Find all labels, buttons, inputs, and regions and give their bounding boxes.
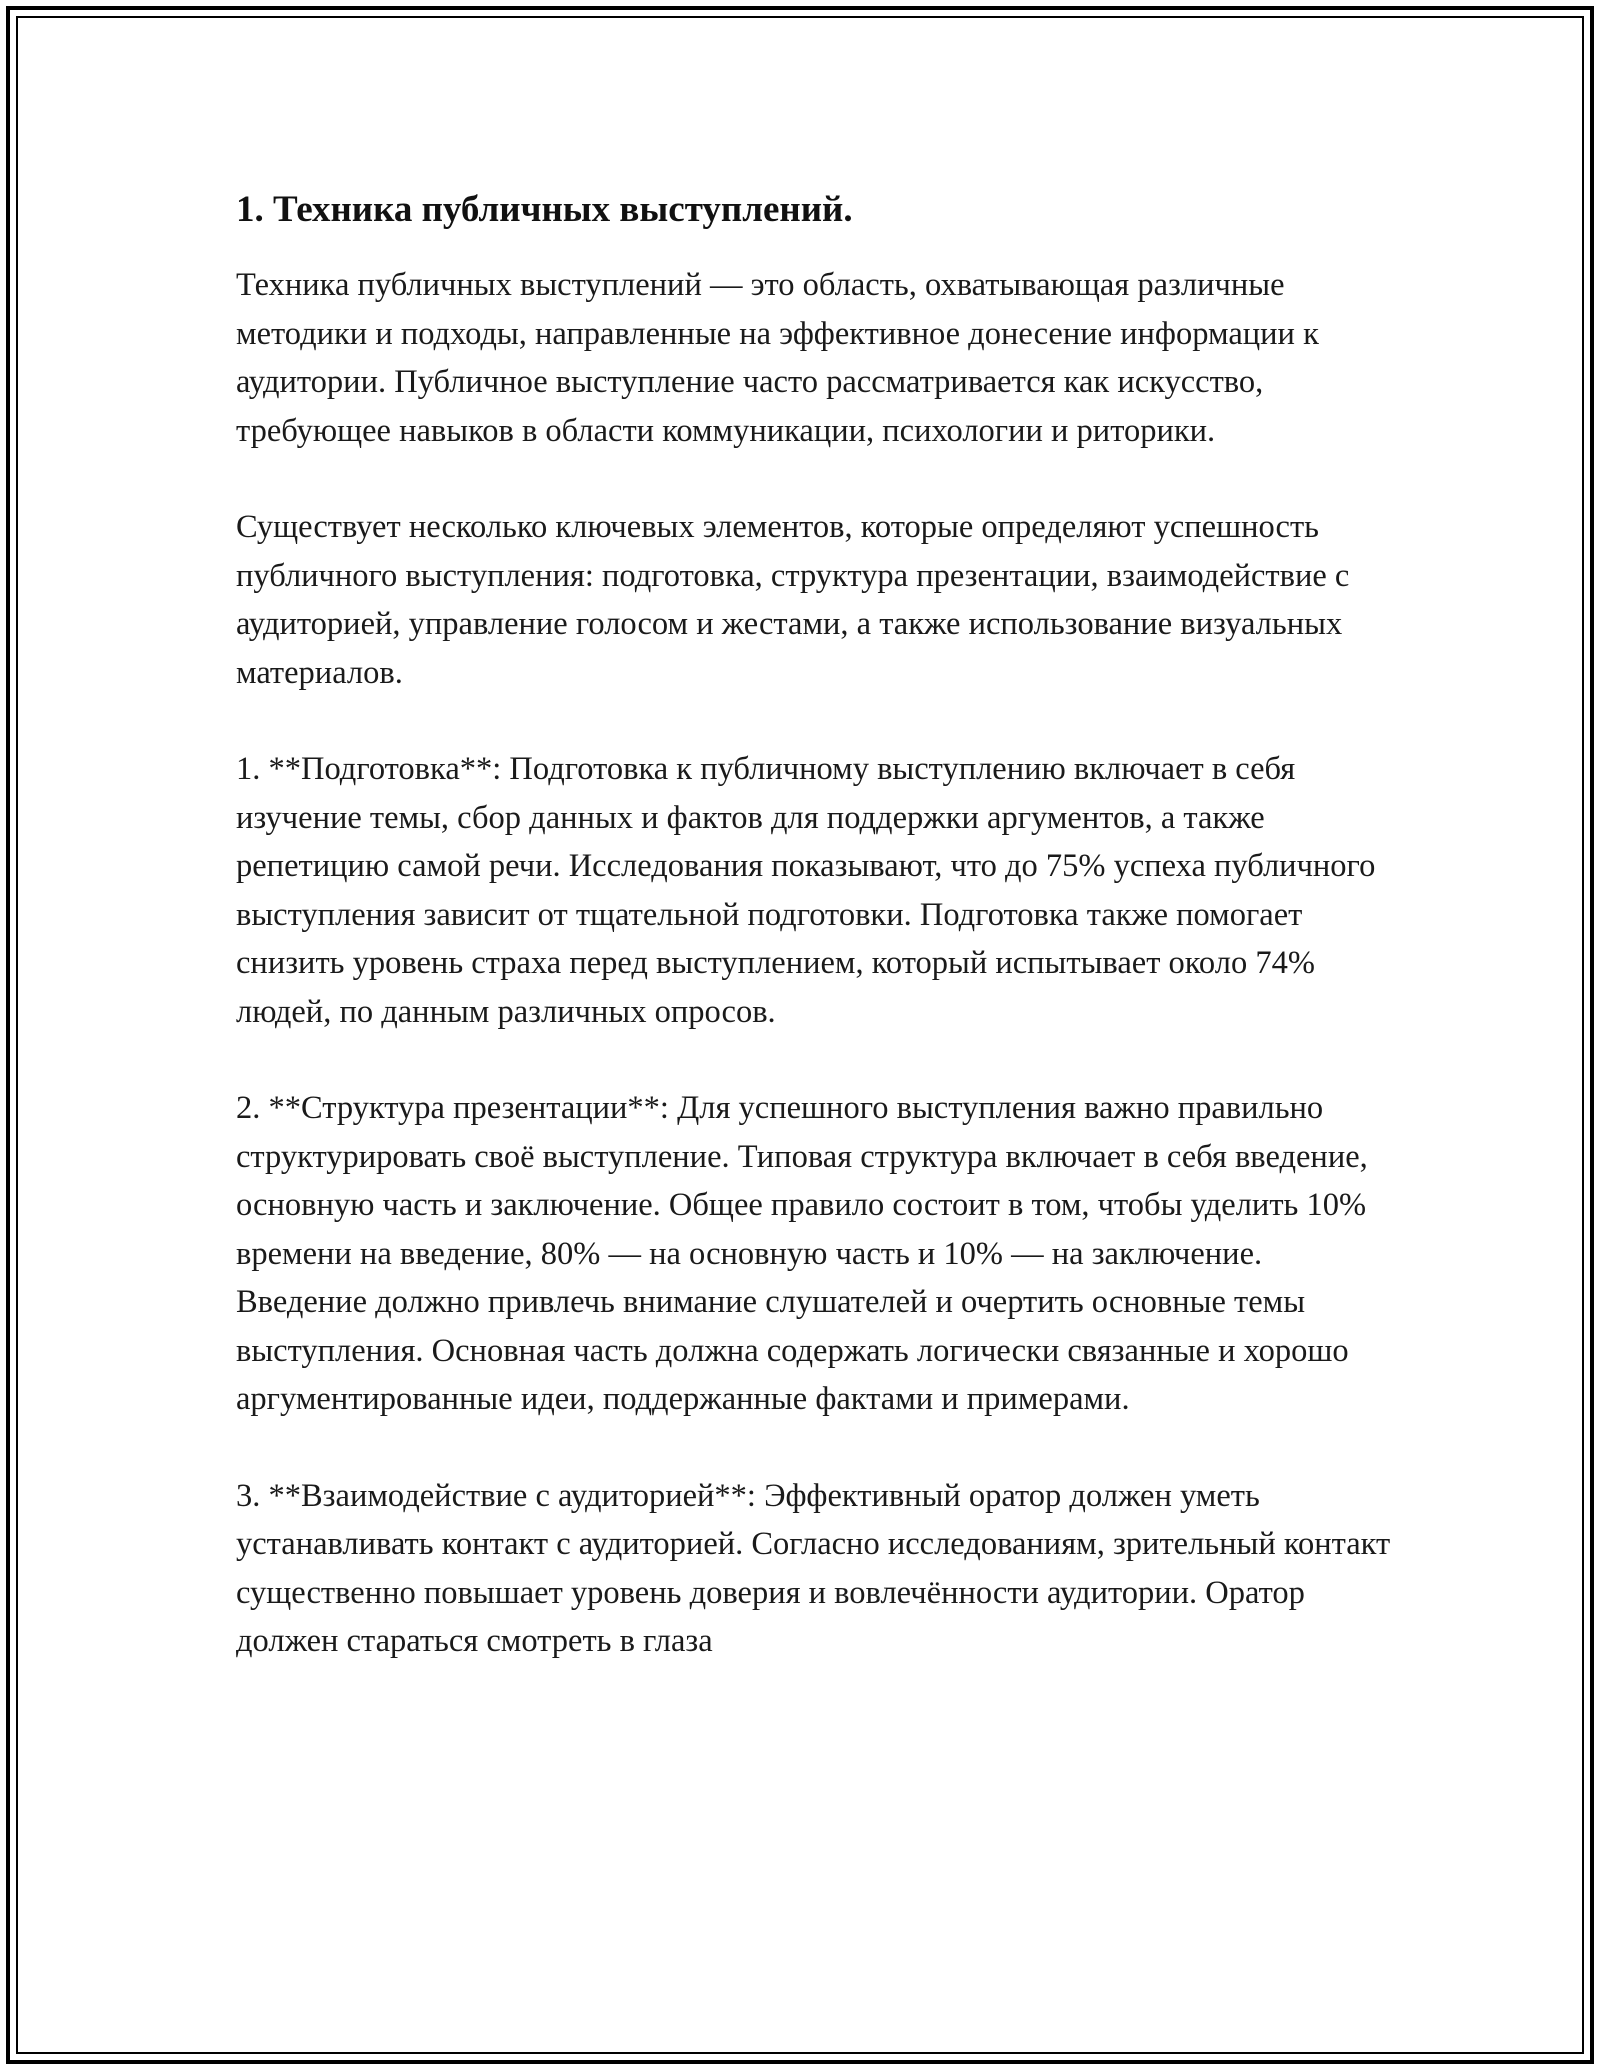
paragraph-structure: 2. **Структура презентации**: Для успешного выступления важно правильно структурировать своё выступление. Типовая структура включает в себя введение, основную часть и заключение. Общее правило состоит в том, чтобы уделить 10% времени на введение, 80% — на основную часть и 10% — на заключение. Введение должно привлечь внимание слушателей и очертить основные темы выступления. Основная часть должна содержать логически связанные и хорошо аргументированные идеи, поддержанные фактами и примерами. [236, 1090, 1368, 1417]
section-heading: 1. Техника публичных выступлений. [236, 189, 853, 230]
paragraph-intro: Техника публичных выступлений — это область, охватывающая различные методики и подходы, направленные на эффективное донесение информации к аудитории. Публичное выступление часто рассматривается как искусство, требующее навыков в области коммуникации, психологии и риторики. [236, 267, 1319, 449]
document-body [236, 186, 1392, 1714]
paragraph-preparation: 1. **Подготовка**: Подготовка к публичному выступлению включает в себя изучение темы, сбор данных и фактов для поддержки аргументов, а также репетицию самой речи. Исследования показывают, что до 75% успеха публичного выступления зависит от тщательной подготовки. Подготовка также помогает снизить уровень страха перед выступлением, который испытывает около 74% людей, по данным различных опросов. [236, 751, 1376, 1030]
paragraph-audience-interaction: 3. **Взаимодействие с аудиторией**: Эффективный оратор должен уметь устанавливать контакт с аудиторией. Согласно исследованиям, зрительный контакт существенно повышает уровень доверия и вовлечённости аудитории. Оратор должен стараться смотреть в глаза [236, 1477, 1391, 1659]
paragraph-key-elements: Существует несколько ключевых элементов, которые определяют успешность публичного выступления: подготовка, структура презентации, взаимодействие с аудиторией, управление голосом и жестами, а также использование визуальных материалов. [236, 509, 1350, 691]
